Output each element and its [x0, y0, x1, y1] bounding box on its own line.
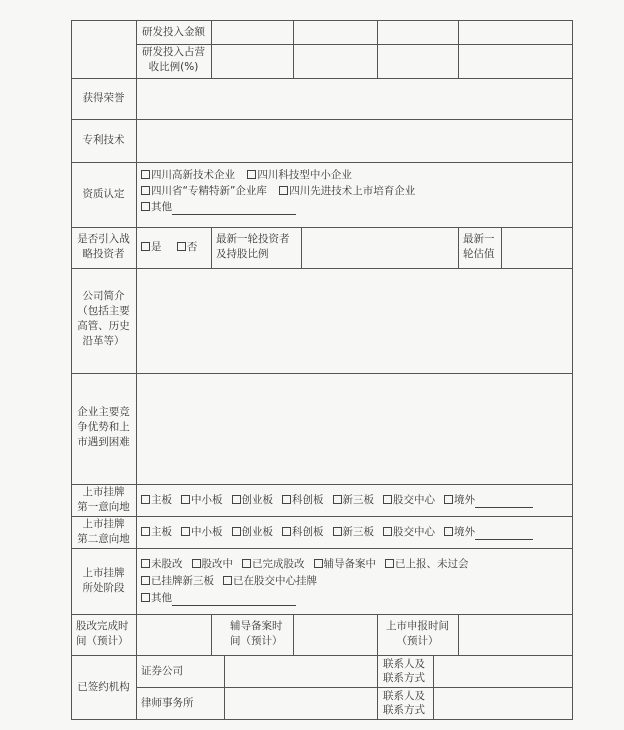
label-column-divider — [136, 268, 137, 720]
stage-reforming-checkbox[interactable]: 股改中 — [192, 558, 234, 570]
listing1-overseas-checkbox[interactable]: 境外 — [444, 494, 475, 506]
stage-submitted-checkbox[interactable]: 已上报、未过会 — [385, 558, 469, 570]
listing2-label-line1: 上市挂牌 — [82, 518, 125, 530]
law-firm-label: 律师事务所 — [141, 697, 194, 709]
strategic-label-line1: 是否引入战 — [77, 233, 130, 245]
table-top-border — [71, 20, 572, 21]
table-left-border — [71, 20, 72, 720]
stage-reformed-checkbox[interactable]: 已完成股改 — [242, 558, 305, 570]
law-contact-label-line1: 联系人及 — [383, 690, 425, 702]
qualification-checkbox-high-tech[interactable]: 四川高新技术企业 — [141, 169, 235, 181]
shareholding-time-label-line1: 股改完成时 — [76, 620, 129, 632]
strategic-no-checkbox[interactable]: 否 — [177, 241, 198, 253]
row-divider — [71, 227, 572, 228]
listing1-label-line2: 第一意向地 — [77, 501, 130, 513]
listing2-sme-board-checkbox[interactable]: 中小板 — [181, 526, 223, 538]
qualification-checkbox-other[interactable]: 其他 — [141, 201, 172, 213]
listing1-equity-exchange-checkbox[interactable]: 股交中心 — [383, 494, 435, 506]
strategic-col-divider — [136, 227, 137, 268]
ipo-time-label-line1: 上市申报时间 — [386, 620, 449, 632]
rd-col-divider — [293, 20, 294, 78]
rd-ratio-label-line2: 收比例(%) — [148, 61, 199, 73]
stage-label-line1: 上市挂牌 — [82, 567, 125, 579]
stage-label-line2: 所处阶段 — [82, 582, 125, 594]
valuation-label-line1: 最新一 — [463, 233, 495, 245]
row-divider — [71, 373, 572, 374]
listing2-neeq-checkbox[interactable]: 新三板 — [333, 526, 375, 538]
stage-neeq-listed-checkbox[interactable]: 已挂牌新三板 — [141, 575, 214, 587]
strategic-col-divider — [458, 227, 459, 268]
stage-other-blank[interactable] — [172, 594, 296, 606]
securities-contact-label-line2: 联系方式 — [383, 672, 425, 684]
listing1-sme-board-checkbox[interactable]: 中小板 — [181, 494, 223, 506]
stage-other-checkbox[interactable]: 其他 — [141, 592, 172, 604]
agency-col-divider — [377, 655, 378, 720]
listing2-options — [141, 525, 533, 540]
agency-row-divider — [136, 687, 572, 688]
listing2-equity-exchange-checkbox[interactable]: 股交中心 — [383, 526, 435, 538]
listing1-label-line1: 上市挂牌 — [82, 486, 125, 498]
advantage-label-line3: 市遇到困难 — [77, 436, 130, 448]
listing1-chinext-checkbox[interactable]: 创业板 — [232, 494, 274, 506]
rd-col-divider — [458, 20, 459, 78]
securities-company-label: 证券公司 — [141, 665, 183, 677]
shareholding-time-label-line2: 间（预计） — [76, 635, 129, 647]
listing1-neeq-checkbox[interactable]: 新三板 — [333, 494, 375, 506]
timeline-col-divider — [211, 614, 212, 655]
ipo-time-label-line2: （预计） — [396, 635, 439, 647]
qualification-line-2 — [141, 184, 415, 199]
listing1-main-board-checkbox[interactable]: 主板 — [141, 494, 172, 506]
rd-col-divider — [377, 20, 378, 78]
advantage-label-line1: 企业主要竞 — [77, 406, 130, 418]
agency-col-divider — [224, 655, 225, 720]
agency-col-divider — [433, 655, 434, 720]
listing2-overseas-blank[interactable] — [475, 528, 533, 540]
strategic-col-divider — [301, 227, 302, 268]
honors-label: 获得荣誉 — [82, 92, 125, 104]
qualification-line-3 — [141, 200, 296, 215]
latest-investor-label-line2: 及持股比例 — [216, 248, 269, 260]
row-divider — [71, 162, 572, 163]
strategic-label-line2: 略投资者 — [82, 248, 125, 260]
qualification-checkbox-tech-sme[interactable]: 四川科技型中小企业 — [247, 169, 352, 181]
timeline-col-divider — [458, 614, 459, 655]
rd-amount-label: 研发投入金额 — [142, 26, 205, 38]
table-bottom-border — [71, 719, 572, 720]
strategic-col-divider — [211, 227, 212, 268]
row-divider — [71, 78, 572, 79]
listing1-overseas-blank[interactable] — [475, 496, 533, 508]
latest-investor-label-line1: 最新一轮投资者 — [216, 233, 290, 245]
row-divider — [71, 484, 572, 485]
listing2-main-board-checkbox[interactable]: 主板 — [141, 526, 172, 538]
valuation-label-line2: 轮估值 — [463, 248, 495, 260]
profile-label-line4: 沿革等） — [82, 335, 125, 347]
listing2-label-line2: 第二意向地 — [77, 533, 130, 545]
timeline-col-divider — [293, 614, 294, 655]
row-divider — [71, 268, 572, 269]
rd-col-divider — [211, 20, 212, 78]
agencies-label: 已签约机构 — [77, 681, 130, 693]
stage-line-2 — [141, 574, 317, 589]
listing1-options — [141, 493, 533, 508]
qualification-checkbox-listing-cultivation[interactable]: 四川先进技术上市培育企业 — [279, 185, 415, 197]
strategic-yes-checkbox[interactable]: 是 — [141, 241, 162, 253]
profile-label-line3: 高管、历史 — [77, 320, 130, 332]
qualification-line-1 — [141, 168, 352, 183]
row-divider — [71, 655, 572, 656]
row-divider — [71, 516, 572, 517]
stage-line-3 — [141, 591, 296, 606]
row-divider — [71, 548, 572, 549]
table-right-border — [572, 20, 573, 720]
listing2-overseas-checkbox[interactable]: 境外 — [444, 526, 475, 538]
filing-time-label-line1: 辅导备案时 — [230, 620, 283, 632]
stage-not-reformed-checkbox[interactable]: 未股改 — [141, 558, 183, 570]
strategic-choices — [141, 240, 197, 255]
stage-exchange-listed-checkbox[interactable]: 已在股交中心挂牌 — [223, 575, 317, 587]
qualification-label: 资质认定 — [82, 188, 125, 200]
stage-line-1 — [141, 557, 469, 572]
row-divider — [71, 614, 572, 615]
qualification-other-blank[interactable] — [172, 203, 296, 215]
rd-ratio-label-line1: 研发投入占营 — [142, 46, 205, 58]
law-contact-label-line2: 联系方式 — [383, 704, 425, 716]
filing-time-label-line2: 间（预计） — [230, 635, 283, 647]
profile-label-line2: （包括主要 — [77, 305, 130, 317]
stage-tutoring-filing-checkbox[interactable]: 辅导备案中 — [314, 558, 377, 570]
qualification-checkbox-specialized[interactable]: 四川省“专精特新”企业库 — [141, 185, 267, 197]
listing2-star-market-checkbox[interactable]: 科创板 — [282, 526, 324, 538]
listing2-chinext-checkbox[interactable]: 创业板 — [232, 526, 274, 538]
advantage-label-line2: 争优势和上 — [77, 421, 130, 433]
strategic-col-divider — [501, 227, 502, 268]
row-divider — [71, 119, 572, 120]
patents-label: 专利技术 — [82, 134, 125, 146]
listing1-star-market-checkbox[interactable]: 科创板 — [282, 494, 324, 506]
profile-label-line1: 公司简介 — [82, 290, 125, 302]
securities-contact-label-line1: 联系人及 — [383, 658, 425, 670]
